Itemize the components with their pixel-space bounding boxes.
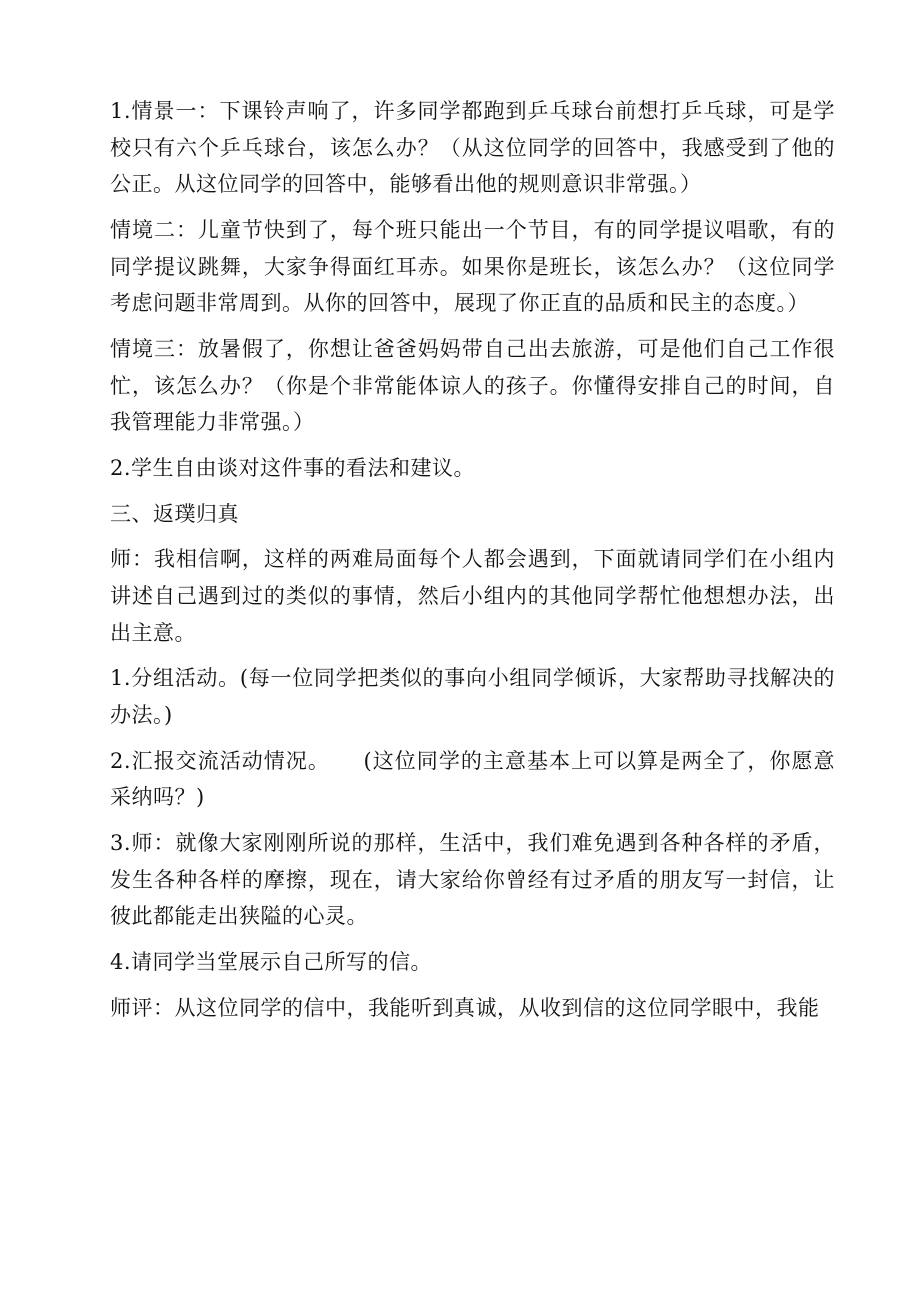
paragraph-write-letter: 3.师：就像大家刚刚所说的那样，生活中，我们难免遇到各种各样的矛盾，发生各种各样的摩擦，现在，请大家给你曾经有过矛盾的朋友写一封信，让彼此都能走出狭隘的心灵。 (110, 831, 835, 929)
paragraph-scenario-three: 情境三：放暑假了，你想让爸爸妈妈带自己出去旅游，可是他们自己工作很忙，该怎么办？（你是个非常能体谅人的孩子。你懂得安排自己的时间，自我管理能力非常强。） (110, 336, 835, 435)
paragraph-teacher-intro: 师：我相信啊，这样的两难局面每个人都会遇到，下面就请同学们在小组内讲述自己遇到过的类似的事情，然后小组内的其他同学帮忙他想想办法，出出主意。 (110, 547, 835, 645)
document-body (110, 93, 835, 1036)
paragraph-teacher-comment: 师评：从这位同学的信中，我能听到真诚，从收到信的这位同学眼中，我能 (110, 995, 820, 1020)
paragraph-free-discussion: 2.学生自由谈对这件事的看法和建议。 (110, 455, 476, 480)
paragraph-show-letter: 4.请同学当堂展示自己所写的信。 (110, 950, 433, 975)
paragraph-group-activity: 1.分组活动。(每一位同学把类似的事向小组同学倾诉，大家帮助寻找解决的办法。) (110, 666, 835, 728)
paragraph-scenario-two: 情境二：儿童节快到了，每个班只能出一个节目，有的同学提议唱歌，有的同学提议跳舞，大家争得面红耳赤。如果你是班长，该怎么办？（这位同学考虑问题非常周到。从你的回答中，展现了你正直的品质和民主的态度。） (110, 217, 835, 316)
paragraph-scenario-one: 1.情景一：下课铃声响了，许多同学都跑到乒乓球台前想打乒乓球，可是学校只有六个乒乓球台，该怎么办？（从这位同学的回答中，我感受到了他的公正。从这位同学的回答中，能够看出他的规则意识非常强。） (110, 99, 835, 197)
section-heading: 三、返璞归真 (110, 501, 239, 526)
paragraph-report-exchange: 2.汇报交流活动情况。 (这位同学的主意基本上可以算是两全了，你愿意采纳吗？) (110, 748, 835, 810)
